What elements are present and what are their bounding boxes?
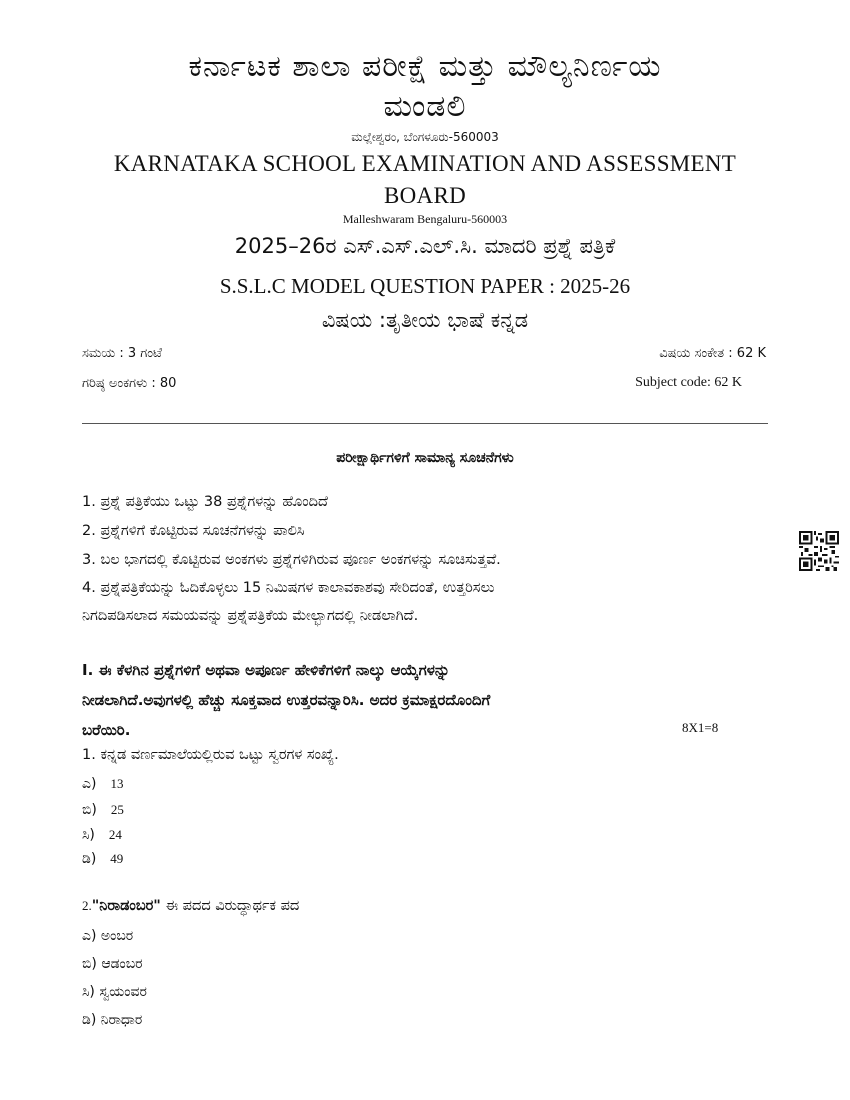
question-2-word: "ನಿರಾಡಂಬರ" (91, 898, 161, 914)
paper-title-kannada: 2025–26ರ ಎಸ್.ಎಸ್.ಎಲ್.ಸಿ. ಮಾದರಿ ಪ್ರಶ್ನೆ ಪತ್ರಿಕೆ (234, 234, 616, 258)
question-1-text: 1. ಕನ್ನಡ ವರ್ಣಮಾಲೆಯಲ್ಲಿರುವ ಒಟ್ಟು ಸ್ವರಗಳ ಸಂಖ್ಯೆ. (82, 747, 339, 763)
question-2-text: 2."ನಿರಾಡಂಬರ" ಈ ಪದದ ವಿರುದ್ಧಾರ್ಥಕ ಪದ (82, 898, 300, 914)
paper-title-english: S.S.L.C MODEL QUESTION PAPER : 2025-26 (219, 274, 631, 298)
instruction-item: 2. ಪ್ರಶ್ನೆಗಳಿಗೆ ಕೊಟ್ಟಿರುವ ಸೂಚನೆಗಳನ್ನು ಪಾಲಿಸಿ (82, 523, 305, 539)
instruction-item: 3. ಬಲ ಭಾಗದಲ್ಲಿ ಕೊಟ್ಟಿರುವ ಅಂಕಗಳು ಪ್ರಶ್ನೆಗಳಿಗಿರುವ ಪೂರ್ಣ ಅಂಕಗಳನ್ನು ಸೂಚಿಸುತ್ತವೆ. (82, 552, 501, 568)
question-1-option-a: ಎ) 13 (82, 776, 124, 792)
subject-kannada: ವಿಷಯ :ತೃತೀಯ ಭಾಷೆ ಕನ್ನಡ (321, 308, 529, 332)
board-name-kannada: ಕರ್ನಾಟಕ ಶಾಲಾ ಪರೀಕ್ಷೆ ಮತ್ತು ಮೌಲ್ಯನಿರ್ಣಯ (188, 49, 662, 84)
question-2-option-c: ಸಿ) ಸ್ವಯಂವರ (82, 984, 147, 1000)
section-heading (82, 655, 732, 745)
instruction-item: ನಿಗದಿಪಡಿಸಲಾದ ಸಮಯವನ್ನು ಪ್ರಶ್ನೆಪತ್ರಿಕೆಯ ಮೇಲ್ಭಾಗದಲ್ಲಿ ನೀಡಲಾಗಿದೆ. (82, 608, 419, 624)
qr-code-icon (799, 531, 839, 571)
address-kannada: ಮಲ್ಲೇಶ್ವರಂ, ಬೆಂಗಳೂರು-560003 (351, 130, 499, 144)
section-heading-line: I. ಈ ಕೆಳಗಿನ ಪ್ರಶ್ನೆಗಳಿಗೆ ಅಥವಾ ಅಪೂರ್ಣ ಹೇಳಿಕೆಗಳಿಗೆ ನಾಲ್ಕು ಆಯ್ಕೆಗಳನ್ನು (82, 661, 450, 679)
board-name-english-line2: BOARD (383, 183, 466, 208)
exam-time: ಸಮಯ : 3 ಗಂಟೆ (82, 346, 163, 361)
question-1-option-c: ಸಿ) 24 (82, 827, 122, 843)
question-2-option-b: ಬಿ) ಆಡಂಬರ (82, 956, 143, 972)
question-2-option-a: ಎ) ಅಂಬರ (82, 928, 134, 944)
subject-code-kannada: ವಿಷಯ ಸಂಕೇತ : 62 K (659, 346, 766, 361)
instructions-heading: ಪರೀಕ್ಷಾರ್ಥಿಗಳಿಗೆ ಸಾಮಾನ್ಯ ಸೂಚನೆಗಳು (336, 450, 514, 466)
instruction-item: 4. ಪ್ರಶ್ನೆಪತ್ರಿಕೆಯನ್ನು ಓದಿಕೊಳ್ಳಲು 15 ನಿಮಿಷಗಳ ಕಾಲಾವಕಾಶವು ಸೇರಿದಂತೆ, ಉತ್ತರಿಸಲು (82, 580, 495, 596)
question-1-option-b: ಬಿ) 25 (82, 802, 124, 818)
max-marks: ಗರಿಷ್ಠ ಅಂಕಗಳು : 80 (82, 376, 177, 391)
section-heading-line: ಬರೆಯಿರಿ. (82, 721, 131, 739)
address-english: Malleshwaram Bengaluru-560003 (342, 212, 508, 226)
subject-code-english: Subject code: 62 K (635, 375, 742, 390)
board-name-english: KARNATAKA SCHOOL EXAMINATION AND ASSESSMENT (113, 151, 737, 176)
section-heading-line: ನೀಡಲಾಗಿದೆ.ಅವುಗಳಲ್ಲಿ ಹೆಚ್ಚು ಸೂಕ್ತವಾದ ಉತ್ತರವನ್ನಾರಿಸಿ. ಅದರ ಕ್ರಮಾಕ್ಷರದೊಂದಿಗೆ (82, 691, 491, 709)
question-2-option-d: ಡಿ) ನಿರಾಧಾರ (82, 1012, 143, 1028)
board-name-kannada-line2: ಮಂಡಲಿ (383, 89, 467, 124)
instruction-item: 1. ಪ್ರಶ್ನೆ ಪತ್ರಿಕೆಯು ಒಟ್ಟು 38 ಪ್ರಶ್ನೆಗಳನ್ನು ಹೊಂದಿದೆ (82, 494, 328, 510)
divider (82, 423, 768, 424)
question-1-option-d: ಡಿ) 49 (82, 851, 124, 867)
section-marks: 8X1=8 (682, 720, 719, 735)
